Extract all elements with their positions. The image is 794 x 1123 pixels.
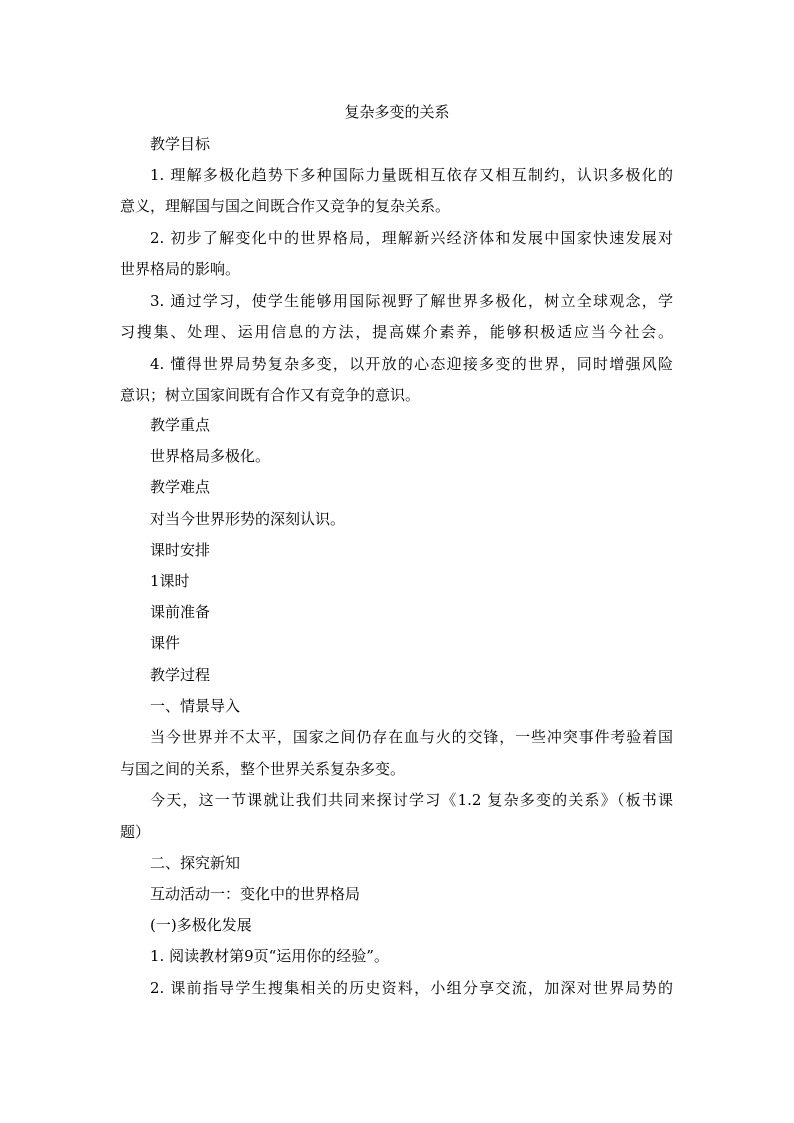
intro-paragraph-line-2: 与国之间的关系，整个世界关系复杂多变。 [120,760,406,778]
subsection-multipolar: (一)多极化发展 [150,916,252,934]
section-heading-preparation: 课前准备 [150,603,211,621]
document-title: 复杂多变的关系 [344,103,450,121]
activity-1-heading: 互动活动一：变化中的世界格局 [150,885,361,903]
goal-3-line-1: 3. 通过学习，使学生能够用国际视野了解世界多极化，树立全球观念，学 [150,292,673,310]
section-heading-process: 教学过程 [150,666,211,684]
section-heading-difficulties: 教学难点 [150,478,211,496]
goal-4-line-1: 4. 懂得世界局势复杂多变，以开放的心态迎接多变的世界，同时增强风险 [150,355,673,373]
section-heading-key-points: 教学重点 [150,416,211,434]
intro-paragraph-line-1: 当今世界并不太平，国家之间仍存在血与火的交锋，一些冲突事件考验着国 [150,728,673,746]
goal-4-line-2: 意识；树立国家间既有合作又有竞争的意识。 [120,386,421,404]
activity-item-2-line-1: 2. 课前指导学生搜集相关的历史资料，小组分享交流，加深对世界局势的 [150,979,673,997]
activity-item-1: 1. 阅读教材第9页“运用你的经验”。 [150,947,389,965]
goal-2-line-2: 世界格局的影响。 [120,260,241,278]
process-step-1-heading: 一、情景导入 [150,697,241,715]
process-step-2-heading: 二、探究新知 [150,854,241,872]
section-heading-schedule: 课时安排 [150,541,211,559]
intro-paragraph2-line-2: 题） [120,823,151,841]
preparation-text: 课件 [150,634,181,652]
section-heading-teaching-goals: 教学目标 [150,135,211,153]
difficulties-text: 对当今世界形势的深刻认识。 [150,510,346,528]
goal-1-line-1: 1. 理解多极化趋势下多种国际力量既相互依存又相互制约，认识多极化的 [150,166,673,184]
goal-1-line-2: 意义，理解国与国之间既合作又竞争的复杂关系。 [120,197,451,215]
goal-3-line-2: 习搜集、处理、运用信息的方法，提高媒介素养，能够积极适应当今社会。 [120,323,673,341]
schedule-text: 1课时 [150,572,190,590]
goal-2-line-1: 2. 初步了解变化中的世界格局，理解新兴经济体和发展中国家快速发展对 [150,229,673,247]
key-points-text: 世界格局多极化。 [150,447,271,465]
intro-paragraph2-line-1: 今天，这一节课就让我们共同来探讨学习《1.2 复杂多变的关系》（板书课 [150,791,673,809]
